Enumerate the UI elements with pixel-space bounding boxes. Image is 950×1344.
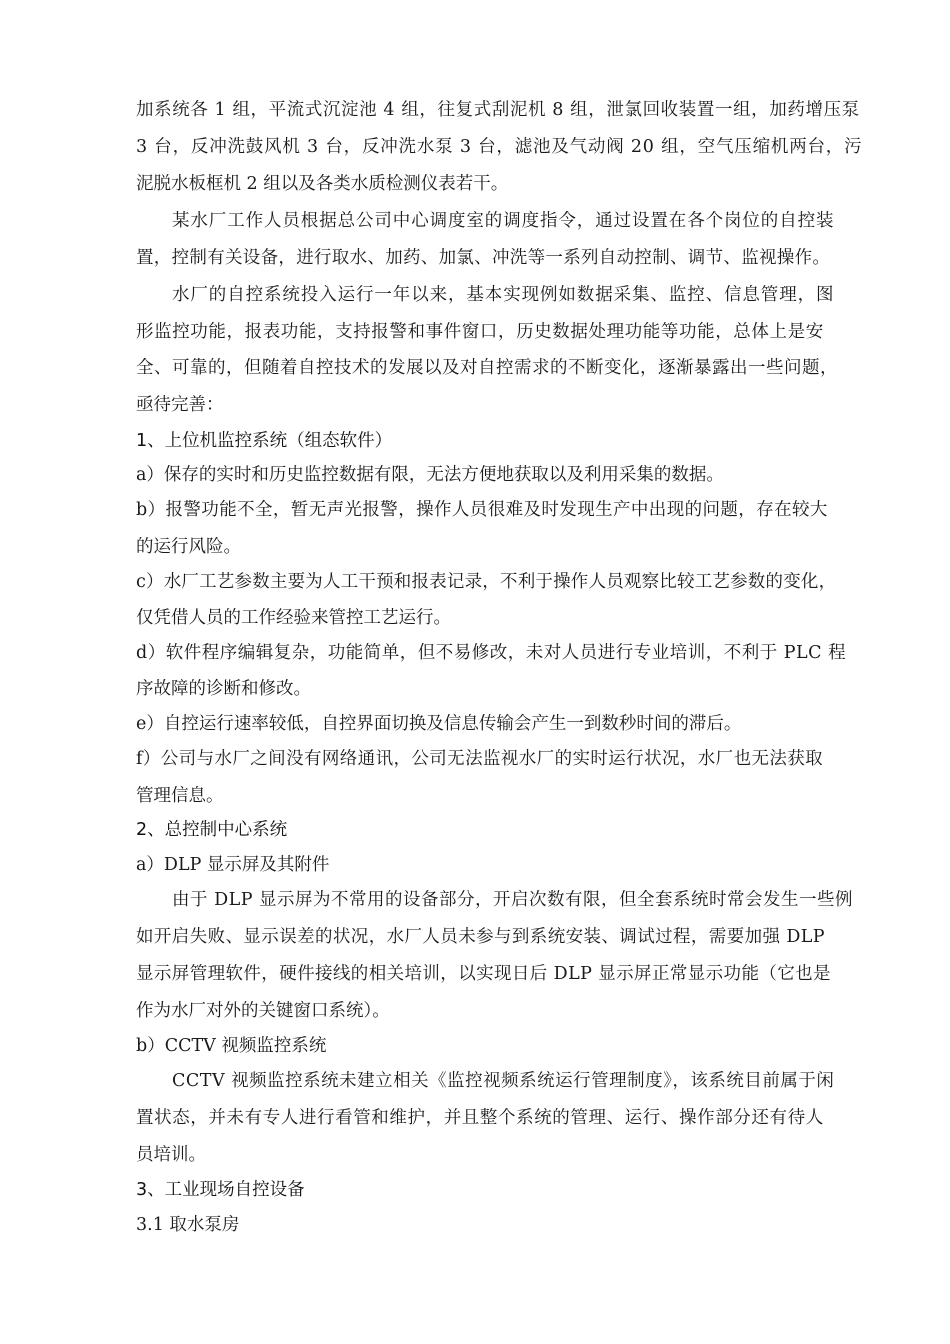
paragraph-line: 置状态，并未有专人进行看管和维护，并且整个系统的管理、运行、操作部分还有待人 xyxy=(136,1108,824,1128)
section-heading: 3、工业现场自控设备 xyxy=(136,1180,305,1200)
paragraph-line: 某水厂工作人员根据总公司中心调度室的调度指令，通过设置在各个岗位的自控装 xyxy=(172,211,835,231)
paragraph-line: CCTV 视频监控系统未建立相关《监控视频系统运行管理制度》，该系统目前属于闲 xyxy=(172,1071,835,1091)
list-item: a）保存的实时和历史监控数据有限，无法方便地获取以及利用采集的数据。 xyxy=(136,465,724,485)
paragraph-line: 形监控功能，报表功能，支持报警和事件窗口，历史数据处理功能等功能，总体上是安 xyxy=(136,322,824,342)
paragraph-line: 由于 DLP 显示屏为不常用的设备部分，开启次数有限，但全套系统时常会发生一些例 xyxy=(172,890,854,910)
list-item: f）公司与水厂之间没有网络通讯，公司无法监视水厂的实时运行状况，水厂也无法获取 xyxy=(136,749,824,769)
paragraph-line: 亟待完善： xyxy=(136,395,224,415)
paragraph-line: 泥脱水板框机 2 组以及各类水质检测仪表若干。 xyxy=(136,174,509,194)
paragraph-line: 作为水厂对外的关键窗口系统）。 xyxy=(136,1001,390,1021)
list-item: d）软件程序编辑复杂，功能简单，但不易修改，未对人员进行专业培训，不利于 PLC 程 xyxy=(136,643,847,663)
subsection-heading: 3.1 取水泵房 xyxy=(136,1215,240,1235)
paragraph-line: 置，控制有关设备，进行取水、加药、加氯、冲洗等一系列自动控制、调节、监视操作。 xyxy=(136,248,831,268)
list-item: e）自控运行速率较低，自控界面切换及信息传输会产生一到数秒时间的滞后。 xyxy=(136,714,742,734)
list-item: 仅凭借人员的工作经验来管控工艺运行。 xyxy=(136,608,451,628)
subsection-heading: b）CCTV 视频监控系统 xyxy=(136,1036,327,1056)
paragraph-line: 显示屏管理软件，硬件接线的相关培训，以实现日后 DLP 显示屏正常显示功能（它也是 xyxy=(136,964,831,984)
paragraph-line: 水厂的自控系统投入运行一年以来，基本实现例如数据采集、监控、信息管理，图 xyxy=(172,285,835,305)
list-item: 的运行风险。 xyxy=(136,537,241,557)
subsection-heading: a）DLP 显示屏及其附件 xyxy=(136,855,330,875)
list-item: b）报警功能不全，暂无声光报警，操作人员很难及时发现生产中出现的问题，存在较大 xyxy=(136,500,828,520)
paragraph-line: 3 台，反冲洗鼓风机 3 台，反冲洗水泵 3 台，滤池及气动阀 20 组，空气压缩机两台，污 xyxy=(136,137,863,157)
paragraph-line: 全、可靠的，但随着自控技术的发展以及对自控需求的不断变化，逐渐暴露出一些问题， xyxy=(136,358,838,378)
list-item: c）水厂工艺参数主要为人工干预和报表记录，不利于操作人员观察比较工艺参数的变化， xyxy=(136,572,837,592)
list-item: 管理信息。 xyxy=(136,786,224,806)
paragraph-line: 员培训。 xyxy=(136,1145,206,1165)
section-heading: 2、总控制中心系统 xyxy=(136,820,288,840)
paragraph-line: 如开启失败、显示误差的状况，水厂人员未参与到系统安装、调试过程，需要加强 DLP xyxy=(136,927,825,947)
list-item: 序故障的诊断和修改。 xyxy=(136,679,311,699)
section-heading: 1、上位机监控系统（组态软件） xyxy=(136,431,393,451)
paragraph-line: 加系统各 1 组，平流式沉淀池 4 组，往复式刮泥机 8 组，泄氯回收装置一组，加药增压泵 xyxy=(136,100,860,120)
